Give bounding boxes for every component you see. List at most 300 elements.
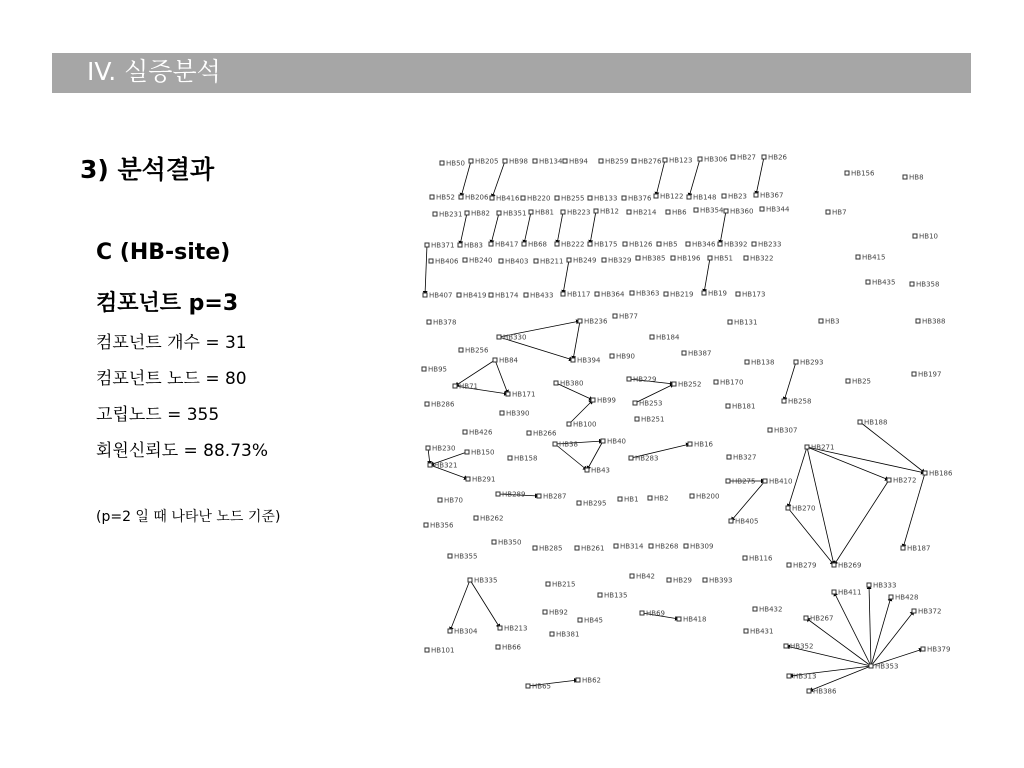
node-marker bbox=[858, 420, 862, 424]
node-marker bbox=[500, 411, 504, 415]
node-marker bbox=[845, 171, 849, 175]
node-marker bbox=[430, 195, 434, 199]
node-HB394 bbox=[571, 357, 601, 365]
node-label: HB215 bbox=[552, 580, 576, 589]
node-label: HB307 bbox=[774, 426, 798, 435]
node-label: HB350 bbox=[498, 538, 522, 547]
node-label: HB376 bbox=[628, 194, 652, 203]
node-HB233 bbox=[752, 241, 781, 249]
node-marker bbox=[664, 292, 668, 296]
node-marker bbox=[667, 578, 671, 582]
page-title: IV. 실증분석 bbox=[87, 57, 221, 86]
node-label: HB286 bbox=[431, 400, 455, 409]
node-marker bbox=[498, 626, 502, 630]
section-title: 3) 분석결과 bbox=[80, 155, 215, 184]
node-HB45 bbox=[578, 617, 603, 625]
node-marker bbox=[497, 335, 501, 339]
node-marker bbox=[465, 450, 469, 454]
node-marker bbox=[577, 501, 581, 505]
node-HB2 bbox=[648, 495, 669, 503]
node-HB213 bbox=[498, 625, 527, 633]
node-marker bbox=[887, 478, 891, 482]
node-HB385 bbox=[636, 255, 665, 263]
node-label: HB92 bbox=[549, 608, 568, 617]
node-marker bbox=[463, 258, 467, 262]
node-marker bbox=[425, 402, 429, 406]
node-marker bbox=[832, 563, 836, 567]
node-marker bbox=[497, 211, 501, 215]
node-HB379 bbox=[921, 646, 950, 654]
node-marker bbox=[682, 351, 686, 355]
node-label: HB392 bbox=[724, 240, 748, 249]
node-HB82 bbox=[465, 210, 490, 218]
node-label: HB285 bbox=[539, 544, 563, 553]
node-label: HB289 bbox=[502, 490, 526, 499]
node-marker bbox=[784, 644, 788, 648]
node-HB26 bbox=[762, 154, 788, 162]
node-label: HB219 bbox=[670, 290, 694, 299]
node-HB285 bbox=[533, 545, 562, 553]
node-label: HB26 bbox=[768, 153, 787, 162]
node-HB367 bbox=[754, 192, 783, 200]
node-marker bbox=[714, 380, 718, 384]
node-marker bbox=[869, 664, 873, 668]
node-HB51 bbox=[708, 255, 733, 263]
node-HB269 bbox=[832, 562, 861, 570]
node-HB406 bbox=[429, 258, 459, 266]
node-HB293 bbox=[794, 359, 823, 367]
node-label: HB50 bbox=[446, 159, 465, 168]
node-HB170 bbox=[714, 379, 743, 387]
node-marker bbox=[578, 319, 582, 323]
node-HB1 bbox=[618, 496, 639, 504]
node-marker bbox=[537, 494, 541, 498]
node-HB351 bbox=[497, 210, 526, 218]
node-HB150 bbox=[465, 449, 494, 457]
node-marker bbox=[508, 456, 512, 460]
node-marker bbox=[694, 208, 698, 212]
node-marker bbox=[663, 158, 667, 162]
node-HB360 bbox=[724, 208, 753, 216]
node-label: HB222 bbox=[561, 240, 585, 249]
node-HB295 bbox=[577, 500, 606, 508]
node-label: HB3 bbox=[825, 317, 840, 326]
node-HB356 bbox=[424, 522, 454, 530]
node-label: HB236 bbox=[584, 317, 608, 326]
node-label: HB403 bbox=[505, 257, 529, 266]
node-label: HB355 bbox=[454, 552, 478, 561]
edge-HB12-HB175 bbox=[590, 211, 596, 244]
node-HB327 bbox=[727, 454, 756, 462]
node-HB261 bbox=[575, 545, 604, 553]
node-marker bbox=[618, 497, 622, 501]
node-label: HB378 bbox=[433, 318, 457, 327]
node-label: HB335 bbox=[474, 576, 498, 585]
node-marker bbox=[819, 319, 823, 323]
node-label: HB68 bbox=[528, 240, 547, 249]
edge-HB293-HB258 bbox=[784, 362, 796, 401]
node-marker bbox=[448, 554, 452, 558]
node-HB354 bbox=[694, 207, 724, 215]
node-marker bbox=[731, 155, 735, 159]
node-label: HB38 bbox=[559, 440, 578, 449]
node-HB68 bbox=[522, 241, 547, 249]
node-marker bbox=[921, 647, 925, 651]
node-marker bbox=[649, 544, 653, 548]
node-marker bbox=[726, 479, 730, 483]
node-marker bbox=[567, 422, 571, 426]
node-HB415 bbox=[856, 254, 885, 262]
node-marker bbox=[428, 463, 432, 467]
node-label: HB220 bbox=[527, 194, 551, 203]
node-label: HB251 bbox=[641, 415, 665, 424]
node-label: HB333 bbox=[873, 581, 897, 590]
node-label: HB249 bbox=[573, 256, 597, 265]
node-marker bbox=[744, 629, 748, 633]
node-label: HB131 bbox=[734, 318, 758, 327]
node-HB405 bbox=[729, 518, 758, 526]
node-marker bbox=[708, 256, 712, 260]
node-label: HB229 bbox=[633, 375, 657, 384]
node-label: HB410 bbox=[769, 477, 793, 486]
node-label: HB267 bbox=[810, 614, 834, 623]
node-HB321 bbox=[428, 462, 457, 470]
node-HB184 bbox=[650, 334, 680, 342]
node-marker bbox=[726, 404, 730, 408]
node-label: HB253 bbox=[639, 399, 663, 408]
node-HB197 bbox=[912, 371, 941, 379]
node-marker bbox=[529, 210, 533, 214]
node-HB252 bbox=[672, 381, 701, 389]
node-HB25 bbox=[846, 378, 871, 386]
node-HB276 bbox=[632, 158, 662, 166]
node-label: HB69 bbox=[646, 609, 665, 618]
edge-HB351-HB417 bbox=[491, 213, 499, 244]
node-marker bbox=[433, 212, 437, 216]
node-marker bbox=[533, 546, 537, 550]
node-HB92 bbox=[543, 609, 568, 617]
node-marker bbox=[636, 256, 640, 260]
edge-HB249-HB117 bbox=[563, 260, 569, 294]
node-HB267 bbox=[804, 615, 833, 623]
edge-HB272-HB269 bbox=[834, 480, 889, 565]
node-label: HB117 bbox=[567, 290, 591, 299]
node-label: HB23 bbox=[728, 192, 747, 201]
node-label: HB283 bbox=[635, 454, 659, 463]
node-label: HB29 bbox=[673, 576, 692, 585]
node-label: HB356 bbox=[430, 521, 454, 530]
node-marker bbox=[722, 194, 726, 198]
node-label: HB171 bbox=[512, 390, 536, 399]
node-marker bbox=[546, 582, 550, 586]
node-HB99 bbox=[591, 397, 616, 405]
node-label: HB346 bbox=[692, 240, 716, 249]
node-marker bbox=[627, 210, 631, 214]
node-marker bbox=[745, 360, 749, 364]
node-HB380 bbox=[554, 380, 583, 388]
node-marker bbox=[496, 645, 500, 649]
node-marker bbox=[422, 367, 426, 371]
node-marker bbox=[867, 583, 871, 587]
node-label: HB230 bbox=[432, 444, 456, 453]
node-HB253 bbox=[633, 400, 662, 408]
node-label: HB51 bbox=[714, 254, 733, 263]
node-label: HB65 bbox=[532, 682, 551, 691]
node-HB344 bbox=[760, 206, 790, 214]
node-marker bbox=[522, 242, 526, 246]
node-label: HB385 bbox=[642, 254, 666, 263]
node-marker bbox=[424, 523, 428, 527]
node-HB256 bbox=[459, 347, 489, 355]
node-HB262 bbox=[474, 515, 503, 523]
node-marker bbox=[425, 243, 429, 247]
node-label: HB261 bbox=[581, 544, 605, 553]
node-label: HB138 bbox=[751, 358, 775, 367]
node-label: HB390 bbox=[506, 409, 530, 418]
node-marker bbox=[554, 381, 558, 385]
node-HB126 bbox=[623, 241, 653, 249]
node-marker bbox=[527, 431, 531, 435]
node-label: HB388 bbox=[922, 317, 946, 326]
node-label: HB428 bbox=[895, 593, 919, 602]
node-HB186 bbox=[923, 470, 953, 478]
node-marker bbox=[671, 256, 675, 260]
node-marker bbox=[591, 398, 595, 402]
node-HB7 bbox=[826, 209, 847, 217]
node-label: HB279 bbox=[793, 561, 817, 570]
node-label: HB372 bbox=[918, 607, 942, 616]
node-HB211 bbox=[534, 258, 563, 266]
node-HB215 bbox=[546, 581, 575, 589]
node-HB251 bbox=[635, 416, 664, 424]
node-HB148 bbox=[687, 194, 716, 202]
node-HB435 bbox=[866, 279, 895, 287]
node-marker bbox=[550, 632, 554, 636]
node-marker bbox=[743, 556, 747, 560]
node-label: HB81 bbox=[535, 208, 554, 217]
node-marker bbox=[465, 211, 469, 215]
node-HB156 bbox=[845, 170, 875, 178]
node-HB330 bbox=[497, 334, 526, 342]
node-marker bbox=[463, 430, 467, 434]
node-marker bbox=[787, 674, 791, 678]
node-label: HB77 bbox=[619, 312, 638, 321]
node-label: HB295 bbox=[583, 499, 607, 508]
node-HB181 bbox=[726, 403, 755, 411]
node-label: HB322 bbox=[750, 254, 774, 263]
node-marker bbox=[794, 360, 798, 364]
node-HB29 bbox=[667, 577, 692, 585]
node-marker bbox=[752, 242, 756, 246]
node-label: HB270 bbox=[792, 504, 816, 513]
node-HB378 bbox=[427, 319, 456, 327]
node-label: HB354 bbox=[700, 206, 724, 215]
node-marker bbox=[826, 210, 830, 214]
node-HB133 bbox=[588, 195, 617, 203]
node-label: HB240 bbox=[469, 256, 493, 265]
node-HB286 bbox=[425, 401, 455, 409]
node-label: HB394 bbox=[577, 356, 601, 365]
node-HB220 bbox=[521, 195, 550, 203]
node-HB307 bbox=[768, 427, 797, 435]
stat-component-nodes: 컴포넌트 노드 = 80 bbox=[96, 369, 247, 389]
node-HB65 bbox=[526, 683, 551, 691]
node-label: HB276 bbox=[638, 157, 662, 166]
node-marker bbox=[457, 293, 461, 297]
node-marker bbox=[489, 293, 493, 297]
node-HB433 bbox=[524, 292, 553, 300]
node-HB363 bbox=[630, 290, 659, 298]
node-HB393 bbox=[703, 577, 732, 585]
node-label: HB10 bbox=[919, 232, 938, 241]
node-marker bbox=[429, 259, 433, 263]
node-label: HB99 bbox=[597, 396, 616, 405]
edge-HB98-HB416 bbox=[492, 161, 505, 198]
node-marker bbox=[736, 292, 740, 296]
node-marker bbox=[588, 196, 592, 200]
node-marker bbox=[571, 358, 575, 362]
node-HB403 bbox=[499, 258, 528, 266]
node-HB40 bbox=[601, 438, 626, 446]
node-HB259 bbox=[599, 158, 628, 166]
edge-HB353-HB411 bbox=[834, 592, 871, 666]
node-HB205 bbox=[469, 158, 498, 166]
node-marker bbox=[426, 446, 430, 450]
node-marker bbox=[613, 314, 617, 318]
node-marker bbox=[846, 379, 850, 383]
node-label: HB94 bbox=[569, 157, 588, 166]
node-label: HB175 bbox=[594, 240, 618, 249]
node-label: HB197 bbox=[918, 370, 942, 379]
node-label: HB200 bbox=[696, 492, 720, 501]
node-HB291 bbox=[466, 476, 495, 484]
node-marker bbox=[786, 506, 790, 510]
node-HB353 bbox=[869, 663, 898, 671]
node-HB71 bbox=[453, 383, 478, 391]
node-label: HB386 bbox=[813, 687, 837, 696]
stat-isolated-nodes: 고립노드 = 355 bbox=[96, 405, 220, 425]
node-HB135 bbox=[598, 592, 627, 600]
node-marker bbox=[496, 492, 500, 496]
node-label: HB432 bbox=[759, 605, 783, 614]
edge-HB26-HB367 bbox=[756, 157, 764, 195]
node-HB255 bbox=[555, 195, 584, 203]
node-marker bbox=[640, 611, 644, 615]
node-marker bbox=[474, 516, 478, 520]
node-HB418 bbox=[677, 616, 706, 624]
node-marker bbox=[916, 319, 920, 323]
node-HB6 bbox=[666, 209, 687, 217]
node-marker bbox=[666, 210, 670, 214]
edge-HB230-HB321 bbox=[428, 448, 430, 465]
node-label: HB181 bbox=[732, 402, 756, 411]
node-label: HB358 bbox=[916, 280, 940, 289]
edge-HB188-HB186 bbox=[860, 422, 925, 473]
node-marker bbox=[598, 593, 602, 597]
node-marker bbox=[923, 471, 927, 475]
node-label: HB364 bbox=[601, 290, 625, 299]
node-marker bbox=[832, 590, 836, 594]
node-HB83 bbox=[458, 242, 483, 250]
node-marker bbox=[866, 280, 870, 284]
node-label: HB231 bbox=[439, 210, 463, 219]
node-label: HB393 bbox=[709, 576, 733, 585]
node-label: HB84 bbox=[499, 356, 518, 365]
node-marker bbox=[489, 242, 493, 246]
node-HB19 bbox=[702, 290, 727, 298]
node-HB426 bbox=[463, 429, 493, 437]
node-label: HB379 bbox=[927, 645, 951, 654]
node-label: HB174 bbox=[495, 291, 519, 300]
node-label: HB360 bbox=[730, 207, 754, 216]
node-label: HB196 bbox=[677, 254, 701, 263]
node-marker bbox=[901, 546, 905, 550]
node-marker bbox=[648, 496, 652, 500]
node-HB268 bbox=[649, 543, 678, 551]
node-marker bbox=[555, 242, 559, 246]
node-HB240 bbox=[463, 257, 492, 265]
node-HB309 bbox=[684, 543, 713, 551]
node-label: HB275 bbox=[732, 477, 756, 486]
node-label: HB148 bbox=[693, 193, 717, 202]
node-marker bbox=[553, 442, 557, 446]
node-marker bbox=[468, 578, 472, 582]
node-HB283 bbox=[629, 455, 658, 463]
node-label: HB258 bbox=[788, 397, 812, 406]
node-marker bbox=[503, 159, 507, 163]
node-label: HB5 bbox=[663, 240, 678, 249]
node-HB333 bbox=[867, 582, 896, 590]
node-marker bbox=[575, 546, 579, 550]
node-HB173 bbox=[736, 291, 765, 299]
node-marker bbox=[601, 439, 605, 443]
edge-HB236-HB394 bbox=[573, 321, 580, 360]
node-label: HB233 bbox=[758, 240, 782, 249]
node-marker bbox=[702, 291, 706, 295]
node-HB289 bbox=[496, 491, 525, 499]
node-marker bbox=[686, 242, 690, 246]
node-HB304 bbox=[448, 628, 478, 636]
node-HB287 bbox=[537, 493, 566, 501]
edge-HB353-HB372 bbox=[871, 611, 914, 666]
edges bbox=[425, 157, 925, 691]
node-HB236 bbox=[578, 318, 608, 326]
node-HB23 bbox=[722, 193, 747, 201]
node-marker bbox=[561, 292, 565, 296]
node-marker bbox=[912, 609, 916, 613]
node-label: HB156 bbox=[851, 169, 875, 178]
node-HB416 bbox=[490, 195, 520, 203]
node-label: HB371 bbox=[431, 241, 455, 250]
node-label: HB380 bbox=[560, 379, 584, 388]
node-HB275 bbox=[726, 478, 755, 486]
component-heading: 컴포넌트 p=3 bbox=[96, 291, 239, 316]
node-marker bbox=[599, 159, 603, 163]
node-HB95 bbox=[422, 366, 447, 374]
node-HB131 bbox=[728, 319, 757, 327]
node-HB381 bbox=[550, 631, 579, 639]
node-marker bbox=[727, 455, 731, 459]
node-marker bbox=[499, 259, 503, 263]
node-HB358 bbox=[910, 281, 939, 289]
node-label: HB82 bbox=[471, 209, 490, 218]
node-label: HB70 bbox=[444, 496, 463, 505]
edge-HB371-HB407 bbox=[425, 245, 427, 295]
node-HB62 bbox=[576, 677, 601, 685]
node-marker bbox=[690, 494, 694, 498]
node-marker bbox=[627, 377, 631, 381]
node-marker bbox=[543, 610, 547, 614]
